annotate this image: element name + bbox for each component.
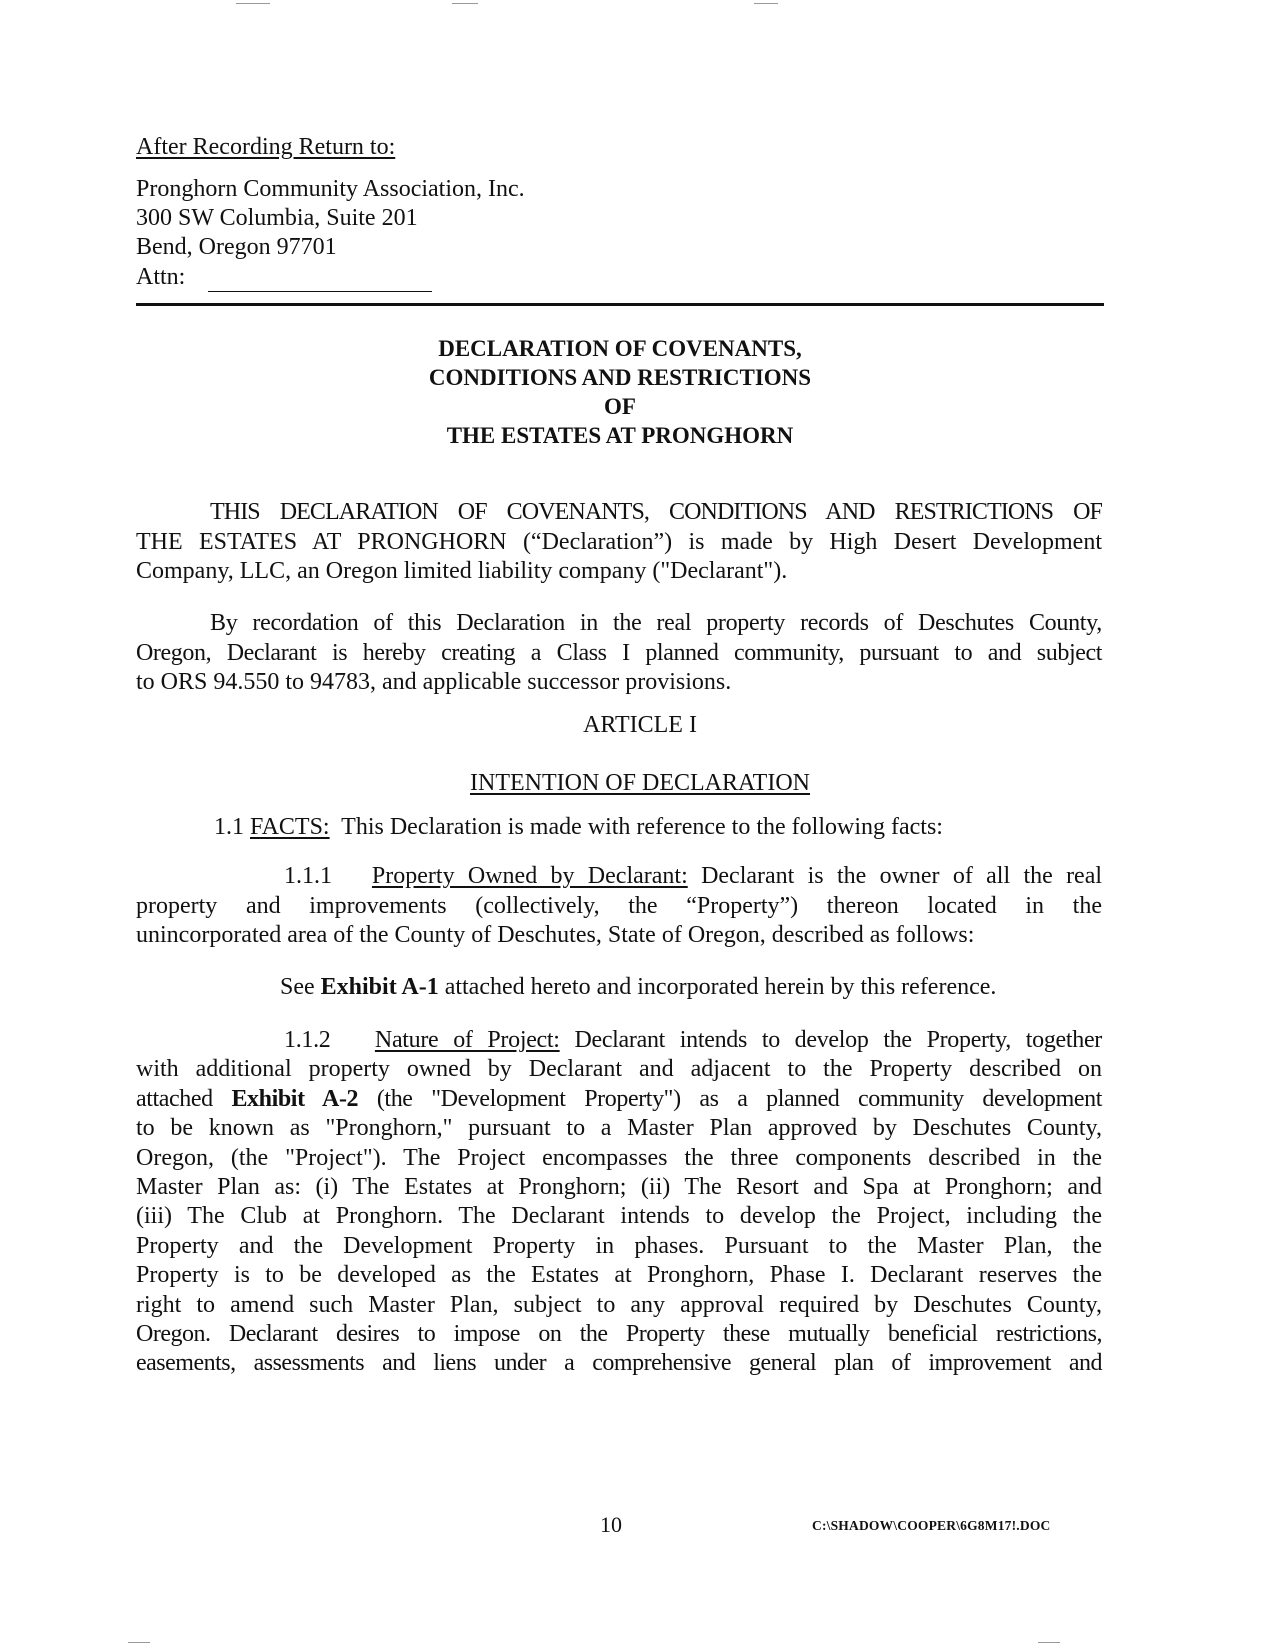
section-1-1-2-line-6: Master Plan as: (i) The Estates at Pronghorn; (ii) The Resort and Spa at Pronghorn; and [136, 1174, 1102, 1201]
intro-paragraph-2 [136, 609, 1102, 698]
attn-blank-line [208, 291, 432, 292]
file-path: C:\SHADOW\COOPER\6G8M17!.DOC [812, 1518, 1051, 1533]
line3-pre: attached [136, 1085, 213, 1112]
scan-mark [128, 1642, 150, 1643]
article-number: ARTICLE I [583, 712, 697, 738]
section-1-1-1-label: Property Owned by Declarant: [371, 863, 688, 889]
intro-p1-line-3: Company, LLC, an Oregon limited liability company ("Declarant"). [136, 558, 788, 584]
section-1-1-1-line-3: unincorporated area of the County of Deschutes, State of Oregon, described as follows: [136, 922, 975, 948]
title-line-3: OF [604, 394, 636, 419]
section-1-1-2-line-7: (iii) The Club at Pronghorn. The Declarant intends to develop the Project, including the [136, 1203, 1102, 1230]
exhibit-a2: Exhibit A-2 [231, 1085, 359, 1112]
return-label: After Recording Return to: [136, 134, 396, 160]
title-line-4: THE ESTATES AT PRONGHORN [446, 423, 794, 448]
section-1-1-2-line-5: Oregon, (the "Project"). The Project encompasses the three components described in the [136, 1144, 1102, 1171]
intro-p1-line-2: THE ESTATES AT PRONGHORN (“Declaration”) is made by High Desert Development [136, 528, 1102, 555]
section-1-1-2-label: Nature of Project: [374, 1027, 560, 1053]
scan-mark [1038, 1642, 1060, 1643]
intro-p2-line-3: to ORS 94.550 to 94783, and applicable successor provisions. [136, 669, 732, 695]
section-1-1-2-line-12: easements, assessments and liens under a comprehensive general plan of improvement and [136, 1350, 1102, 1377]
address-line-1: Pronghorn Community Association, Inc. [136, 176, 525, 202]
article-heading: INTENTION OF DECLARATION [470, 770, 810, 796]
section-1-1-2 [136, 1026, 1102, 1379]
section-1-1-1-line-2: property and improvements (collectively, the “Property”) thereon located in the [136, 892, 1102, 919]
section-1-1-2-line-2: with additional property owned by Declarant and adjacent to the Property described on [136, 1056, 1102, 1083]
section-1-1-1-text: Declarant is the owner of all the real [701, 863, 1103, 889]
section-1-1-2-text: Declarant intends to develop the Property, together [574, 1027, 1102, 1053]
title-line-1: DECLARATION OF COVENANTS, [438, 336, 802, 361]
section-1-1-label: FACTS: [250, 814, 330, 840]
header-rule [136, 303, 1104, 306]
intro-p2-line-1: By recordation of this Declaration in the real property records of Deschutes County, [210, 610, 1102, 636]
address-line-3: Bend, Oregon 97701 [136, 234, 337, 260]
section-1-1-2-line-8: Property and the Development Property in phases. Pursuant to the Master Plan, the [136, 1232, 1102, 1259]
exhibit-ref-pre: See [280, 974, 315, 1000]
intro-paragraph-1 [136, 498, 1102, 587]
scan-mark [236, 3, 270, 4]
scan-mark [754, 3, 778, 4]
section-1-1-text: This Declaration is made with reference to the following facts: [341, 814, 943, 840]
intro-p2-line-2: Oregon, Declarant is hereby creating a Class I planned community, pursuant to and subject [136, 639, 1102, 666]
section-1-1-2-line-3 [136, 1085, 1102, 1114]
exhibit-ref-post: attached hereto and incorporated herein by this reference. [444, 974, 997, 1000]
section-1-1-1-line-1 [284, 862, 1102, 892]
line3-post: (the "Development Property") as a planned community development [376, 1085, 1102, 1112]
page-number: 10 [600, 1512, 622, 1537]
section-1-1-2-line-4: to be known as "Pronghorn," pursuant to a Master Plan approved by Deschutes County, [136, 1115, 1102, 1142]
section-1-1-2-line-9: Property is to be developed as the Estates at Pronghorn, Phase I. Declarant reserves the [136, 1262, 1102, 1289]
attn-label: Attn: [136, 264, 186, 290]
section-1-1 [214, 812, 943, 842]
address-line-2: 300 SW Columbia, Suite 201 [136, 205, 418, 231]
section-1-1-1 [136, 862, 1102, 951]
title-line-2: CONDITIONS AND RESTRICTIONS [428, 365, 812, 390]
scan-mark [452, 3, 478, 4]
section-1-1-2-number: 1.1.2 [284, 1027, 331, 1053]
exhibit-a1-reference [280, 972, 996, 1002]
section-1-1-number: 1.1 [214, 814, 244, 840]
intro-p1-line-1: THIS DECLARATION OF COVENANTS, CONDITIONS AND RESTRICTIONS OF [210, 499, 1102, 525]
section-1-1-2-line-11: Oregon. Declarant desires to impose on the Property these mutually beneficial restrictions, [136, 1321, 1102, 1348]
exhibit-ref-bold: Exhibit A-1 [320, 974, 439, 1000]
section-1-1-2-line-1 [284, 1026, 1102, 1055]
section-1-1-2-line-10: right to amend such Master Plan, subject to any approval required by Deschutes County, [136, 1291, 1102, 1318]
section-1-1-1-number: 1.1.1 [284, 863, 332, 889]
